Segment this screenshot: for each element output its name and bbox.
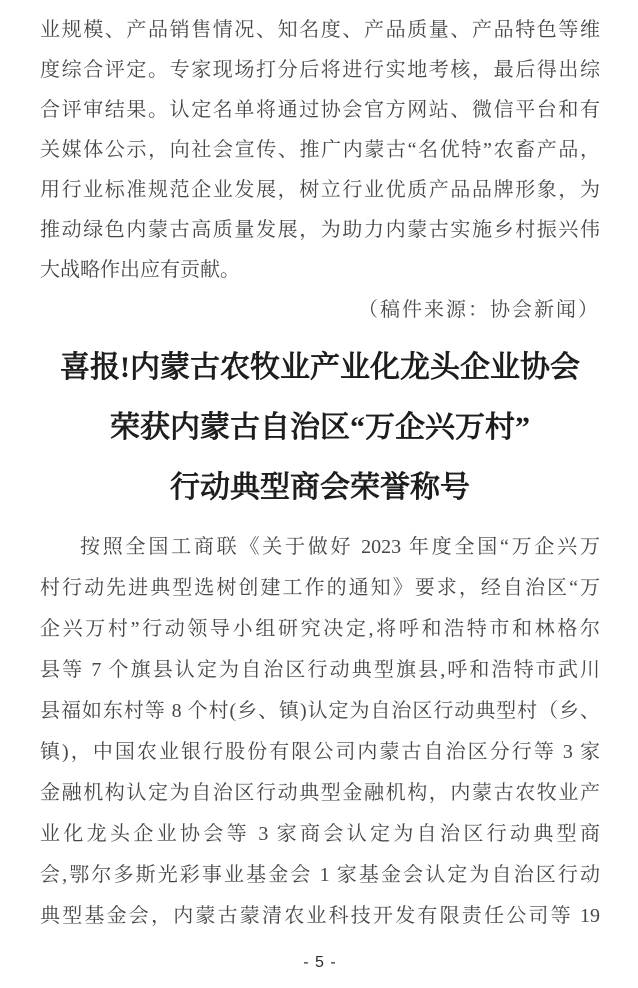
body-line: 推动绿色内蒙古高质量发展，为助力内蒙古实施乡村振兴伟 [40,219,600,241]
body-line: 合评审结果。认定名单将通过协会官方网站、微信平台和有 [40,99,600,121]
article-title-line: 行动典型商会荣誉称号 [170,471,470,504]
article-title-line: 喜报!内蒙古农牧业产业化龙头企业协会 [60,351,580,384]
page-number: - 5 - [303,954,337,971]
body-line: 业规模、产品销售情况、知名度、产品质量、产品特色等维 [40,19,600,41]
paragraph-2 [40,527,600,937]
body-line: 金融机构认定为自治区行动典型金融机构，内蒙古农牧业产 [40,782,600,804]
source-attribution: （稿件来源：协会新闻） [358,299,600,321]
body-line: 县福如东村等 8 个村(乡、镇)认定为自治区行动典型村（乡、 [40,700,600,722]
body-line: 关媒体公示，向社会宣传、推广内蒙古“名优特”农畜产品， [40,139,600,161]
body-line: 县等 7 个旗县认定为自治区行动典型旗县,呼和浩特市武川 [40,659,600,681]
body-line: 村行动先进典型选树创建工作的通知》要求，经自治区“万 [40,577,600,599]
article-title [40,338,600,518]
article-title-line: 荣获内蒙古自治区“万企兴万村” [110,411,530,444]
body-line: 度综合评定。专家现场打分后将进行实地考核，最后得出综 [40,59,600,81]
body-line: 企兴万村”行动领导小组研究决定,将呼和浩特市和林格尔 [40,618,600,640]
body-line: 典型基金会，内蒙古蒙清农业科技开发有限责任公司等 19 [40,905,600,927]
body-line: 业化龙头企业协会等 3 家商会认定为自治区行动典型商 [40,823,600,845]
body-line: 镇)，中国农业银行股份有限公司内蒙古自治区分行等 3 家 [40,741,600,763]
body-line: 会,鄂尔多斯光彩事业基金会 1 家基金会认定为自治区行动 [40,864,600,886]
body-line: 用行业标准规范企业发展，树立行业优质产品品牌形象，为 [40,179,600,201]
paragraph-1 [40,10,600,290]
body-line: 按照全国工商联《关于做好 2023 年度全国“万企兴万 [80,536,600,558]
body-line: 大战略作出应有贡献。 [40,259,240,281]
